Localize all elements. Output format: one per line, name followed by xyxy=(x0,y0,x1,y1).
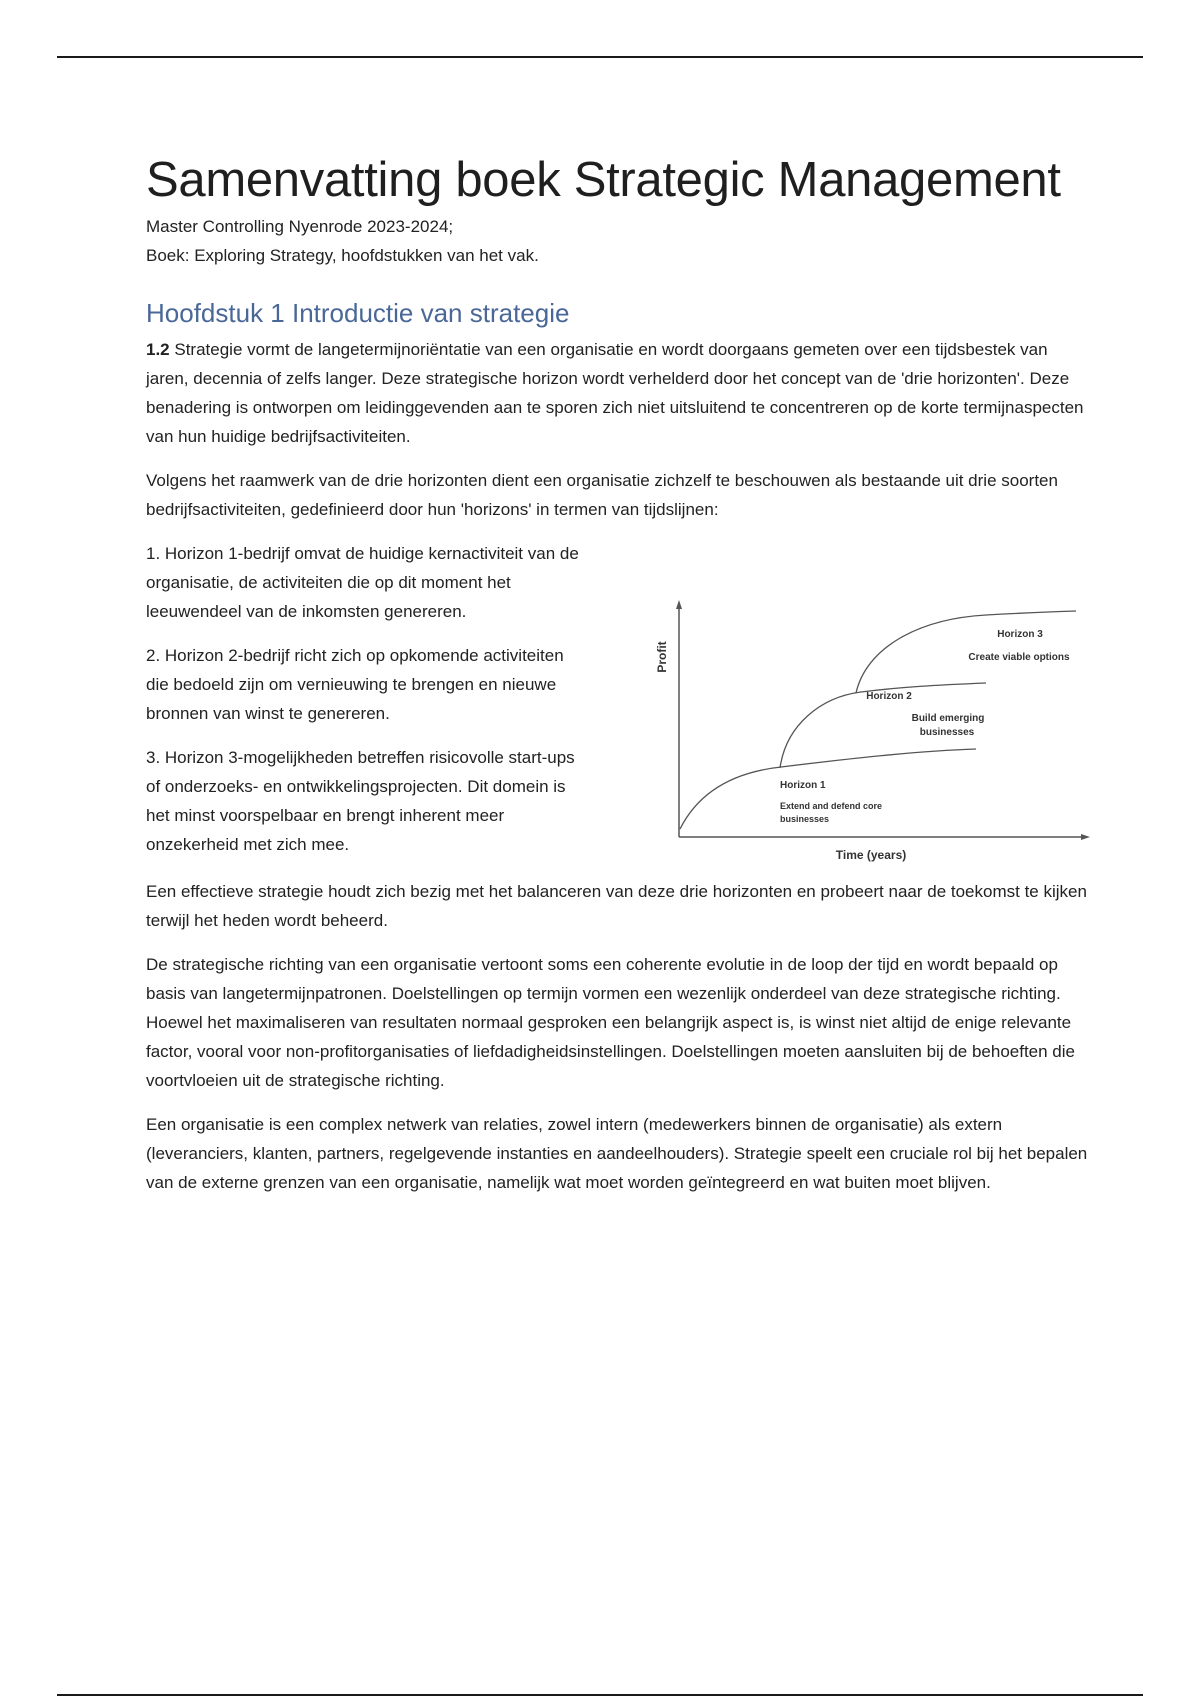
subtitle-line-book: Boek: Exploring Strategy, hoofdstukken van het vak. xyxy=(146,246,539,265)
horizon-2-label: Horizon 2 xyxy=(866,691,912,702)
y-axis-label: Profit xyxy=(655,641,669,673)
y-axis-arrow xyxy=(676,600,682,609)
horizon-3-desc: Create viable options xyxy=(968,652,1070,663)
horizon-1-desc-line-2: businesses xyxy=(780,814,830,824)
three-horizons-figure xyxy=(646,587,1106,877)
horizon-2-desc-line-1: Build emerging xyxy=(911,713,985,724)
boundaries-paragraph: Een organisatie is een complex netwerk van relaties, zowel intern (medewerkers binnen de organisatie) als extern (leveranciers, klanten, partners, regelgevende instanties en aandeelhouders). Strategie speelt een cruciale rol bij het bepalen van de externe grenzen van een organisatie, namelijk wat moet worden geïntegreerd en wat buiten moet blijven. xyxy=(146,1115,1088,1192)
subtitle-line-course: Master Controlling Nyenrode 2023-2024; xyxy=(146,217,454,236)
horizon-2-desc-line-2: businesses xyxy=(919,727,975,738)
three-horizons-diagram xyxy=(646,587,1106,877)
top-rule xyxy=(57,56,1143,58)
horizon-item-1: 1. Horizon 1-bedrijf omvat de huidige kernactiviteit van de organisatie, de activiteiten die op dit moment het leeuwendeel van de inkomsten genereren. xyxy=(146,544,579,621)
horizons-section xyxy=(146,539,1091,877)
horizon-item-2: 2. Horizon 2-bedrijf richt zich op opkomende activiteiten die bedoeld zijn om vernieuwing te brengen en nieuwe bronnen van winst te genereren. xyxy=(146,646,564,723)
x-axis-arrow xyxy=(1081,834,1090,840)
intro-text: Strategie vormt de langetermijnoriëntatie van een organisatie en wordt doorgaans gemeten over een tijdsbestek van jaren, decennia of zelfs langer. Deze strategische horizon wordt verhelderd door het concept van de 'drie horizonten'. Deze benadering is ontworpen om leidinggevenden aan te sporen zich niet uitsluitend te concentreren op de korte termijnaspecten van hun huidige bedrijfsactiviteiten. xyxy=(146,340,1084,446)
document-title: Samenvatting boek Strategic Management xyxy=(146,153,1061,207)
document-subtitle xyxy=(146,212,1091,270)
balance-paragraph: Een effectieve strategie houdt zich bezig met het balanceren van deze drie horizonten en probeert naar de toekomst te kijken terwijl het heden wordt beheerd. xyxy=(146,882,1087,930)
section-number: 1.2 xyxy=(146,340,170,359)
chapter-heading: Hoofdstuk 1 Introductie van strategie xyxy=(146,298,570,328)
x-axis-label: Time (years) xyxy=(835,848,907,862)
horizon-1-label: Horizon 1 xyxy=(780,780,826,791)
direction-paragraph: De strategische richting van een organisatie vertoont soms een coherente evolutie in de loop der tijd en wordt bepaald op basis van langetermijnpatronen. Doelstellingen op termijn vormen een wezenlijk onderdeel van deze strategische richting. Hoewel het maximaliseren van resultaten normaal gesproken een belangrijk aspect is, is winst niet altijd de enige relevante factor, vooral voor non-profitorganisaties of liefdadigheidsinstellingen. Doelstellingen moeten aansluiten bij de behoeften die voortvloeien uit de strategische richting. xyxy=(146,955,1075,1090)
bottom-rule xyxy=(57,1694,1143,1696)
horizon-1-desc-line-1: Extend and defend core xyxy=(780,801,883,811)
document-body xyxy=(146,150,1091,1212)
horizon-list xyxy=(146,539,586,874)
framework-paragraph: Volgens het raamwerk van de drie horizonten dient een organisatie zichzelf te beschouwen als bestaande uit drie soorten bedrijfsactiviteiten, gedefinieerd door hun 'horizons' in termen van tijdslijnen: xyxy=(146,471,1058,519)
horizon-3-label: Horizon 3 xyxy=(997,629,1043,640)
horizon-item-3: 3. Horizon 3-mogelijkheden betreffen risicovolle start-ups of onderzoeks- en ontwikkelingsprojecten. Dit domein is het minst voorspelbaar en brengt inherent meer onzekerheid met zich mee. xyxy=(146,748,575,854)
intro-paragraph xyxy=(146,335,1091,451)
